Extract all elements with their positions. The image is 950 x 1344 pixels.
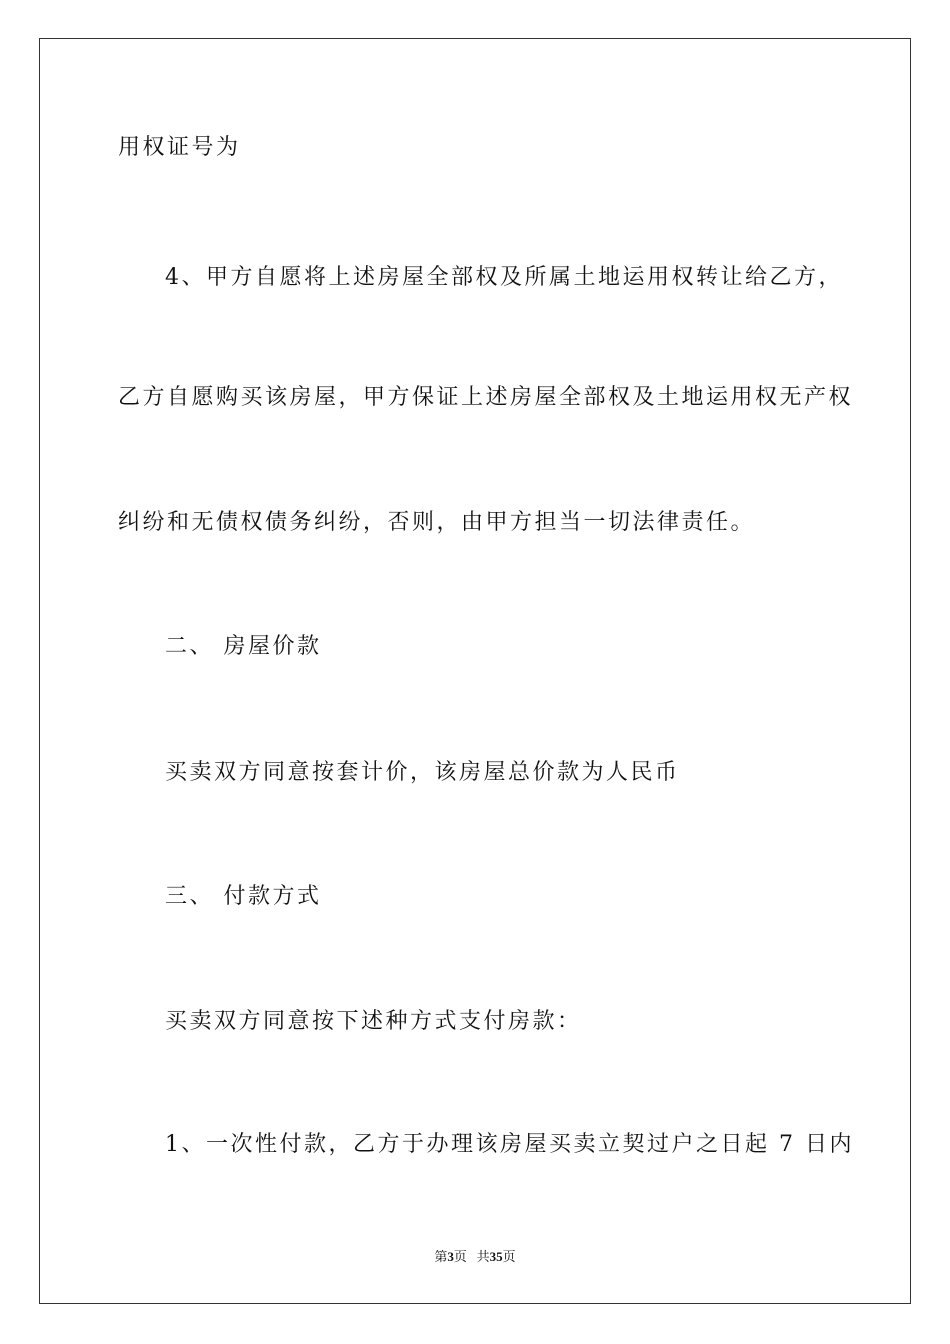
paragraph-line-7: 1、一次性付款，乙方于办理该房屋买卖立契过户之日起 7 日内 xyxy=(165,1132,854,1157)
page-footer xyxy=(0,1249,950,1265)
paragraph-line-3: 乙方自愿购买该房屋，甲方保证上述房屋全部权及土地运用权无产权 xyxy=(118,385,854,410)
page-border xyxy=(39,38,911,1304)
paragraph-line-5: 买卖双方同意按套计价，该房屋总价款为人民币 xyxy=(165,760,680,785)
paragraph-line-1: 用权证号为 xyxy=(118,135,241,160)
footer-prefix: 第 xyxy=(434,1249,448,1264)
total-page-count: 35 xyxy=(489,1249,503,1264)
paragraph-line-6: 买卖双方同意按下述种方式支付房款： xyxy=(165,1009,582,1034)
paragraph-line-4: 纠纷和无债权债务纠纷，否则，由甲方担当一切法律责任。 xyxy=(118,510,756,535)
paragraph-line-2: 4、甲方自愿将上述房屋全部权及所属土地运用权转让给乙方， xyxy=(165,265,843,290)
current-page-number: 3 xyxy=(447,1249,454,1264)
footer-middle: 页 共 xyxy=(453,1249,490,1264)
footer-suffix: 页 xyxy=(502,1249,516,1264)
section-heading-3: 三、 付款方式 xyxy=(165,884,322,909)
section-heading-2: 二、 房屋价款 xyxy=(165,634,322,659)
